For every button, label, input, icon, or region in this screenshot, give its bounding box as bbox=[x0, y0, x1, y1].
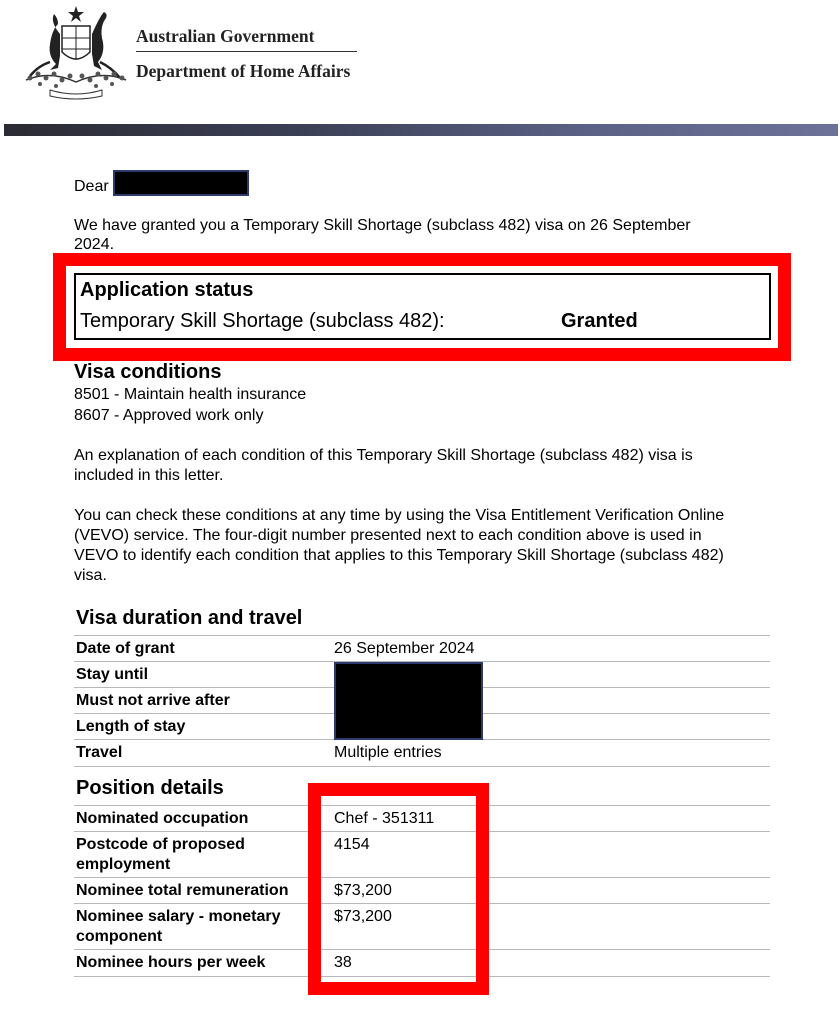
visa-duration-title: Visa duration and travel bbox=[76, 607, 303, 629]
row-label bbox=[76, 809, 316, 829]
header-band bbox=[4, 124, 838, 136]
row-value: 38 bbox=[334, 954, 352, 971]
row-value: $73,200 bbox=[334, 882, 392, 899]
intro-line-2: 2024. bbox=[74, 236, 115, 253]
row-label-line: Nominee hours per week bbox=[76, 954, 266, 971]
condition-item: 8607 - Approved work only bbox=[74, 407, 264, 424]
row-label bbox=[76, 953, 316, 973]
row-label-line: Nominee salary - monetary bbox=[76, 908, 281, 925]
row-label-line: employment bbox=[76, 856, 171, 873]
row-value: Chef - 351311 bbox=[334, 810, 435, 827]
application-status-title: Application status bbox=[80, 279, 254, 301]
row-label bbox=[76, 835, 316, 875]
header-divider bbox=[136, 51, 357, 52]
row-value: 26 September 2024 bbox=[334, 640, 475, 657]
department-name: Department of Home Affairs bbox=[136, 61, 351, 81]
row-label bbox=[76, 881, 316, 901]
row-label: Must not arrive after bbox=[76, 692, 230, 709]
row-label-line: Nominee total remuneration bbox=[76, 882, 289, 899]
row-value: Multiple entries bbox=[334, 744, 442, 761]
position-values-highlight bbox=[308, 783, 489, 995]
explanation-line-2: included in this letter. bbox=[74, 467, 224, 484]
row-label-line: Postcode of proposed bbox=[76, 836, 245, 853]
table-row bbox=[74, 739, 770, 767]
intro-line-1: We have granted you a Temporary Skill Shortage (subclass 482) visa on 26 September bbox=[74, 217, 691, 234]
row-label-line: component bbox=[76, 928, 163, 945]
letter-header bbox=[0, 0, 840, 124]
government-name: Australian Government bbox=[136, 26, 315, 46]
salutation: Dear bbox=[74, 178, 109, 195]
vevo-line-3: VEVO to identify each condition that applies to this Temporary Skill Shortage (subclass 482) bbox=[74, 547, 724, 564]
vevo-line-1: You can check these conditions at any time by using the Visa Entitlement Verification Online bbox=[74, 507, 725, 524]
vevo-line-4: visa. bbox=[74, 567, 107, 584]
position-details-title: Position details bbox=[76, 777, 224, 799]
row-value: $73,200 bbox=[334, 908, 392, 925]
row-label: Date of grant bbox=[76, 640, 175, 657]
redacted-dates bbox=[334, 662, 483, 740]
visa-conditions-title: Visa conditions bbox=[74, 361, 222, 383]
row-value: 4154 bbox=[334, 836, 370, 853]
row-label-line: Nominated occupation bbox=[76, 810, 249, 827]
application-status-value: Granted bbox=[561, 310, 638, 332]
vevo-line-2: (VEVO) service. The four-digit number presented next to each condition above is used in bbox=[74, 527, 702, 544]
table-row bbox=[74, 635, 770, 662]
row-label bbox=[76, 907, 316, 947]
coat-of-arms-icon bbox=[20, 4, 132, 102]
application-status-label: Temporary Skill Shortage (subclass 482): bbox=[80, 310, 445, 332]
row-label: Length of stay bbox=[76, 718, 186, 735]
application-status-box bbox=[74, 273, 771, 340]
row-label: Stay until bbox=[76, 666, 149, 683]
condition-item: 8501 - Maintain health insurance bbox=[74, 386, 307, 403]
row-label: Travel bbox=[76, 744, 123, 761]
redacted-name bbox=[113, 170, 249, 196]
explanation-line-1: An explanation of each condition of this Temporary Skill Shortage (subclass 482) visa is bbox=[74, 447, 693, 464]
